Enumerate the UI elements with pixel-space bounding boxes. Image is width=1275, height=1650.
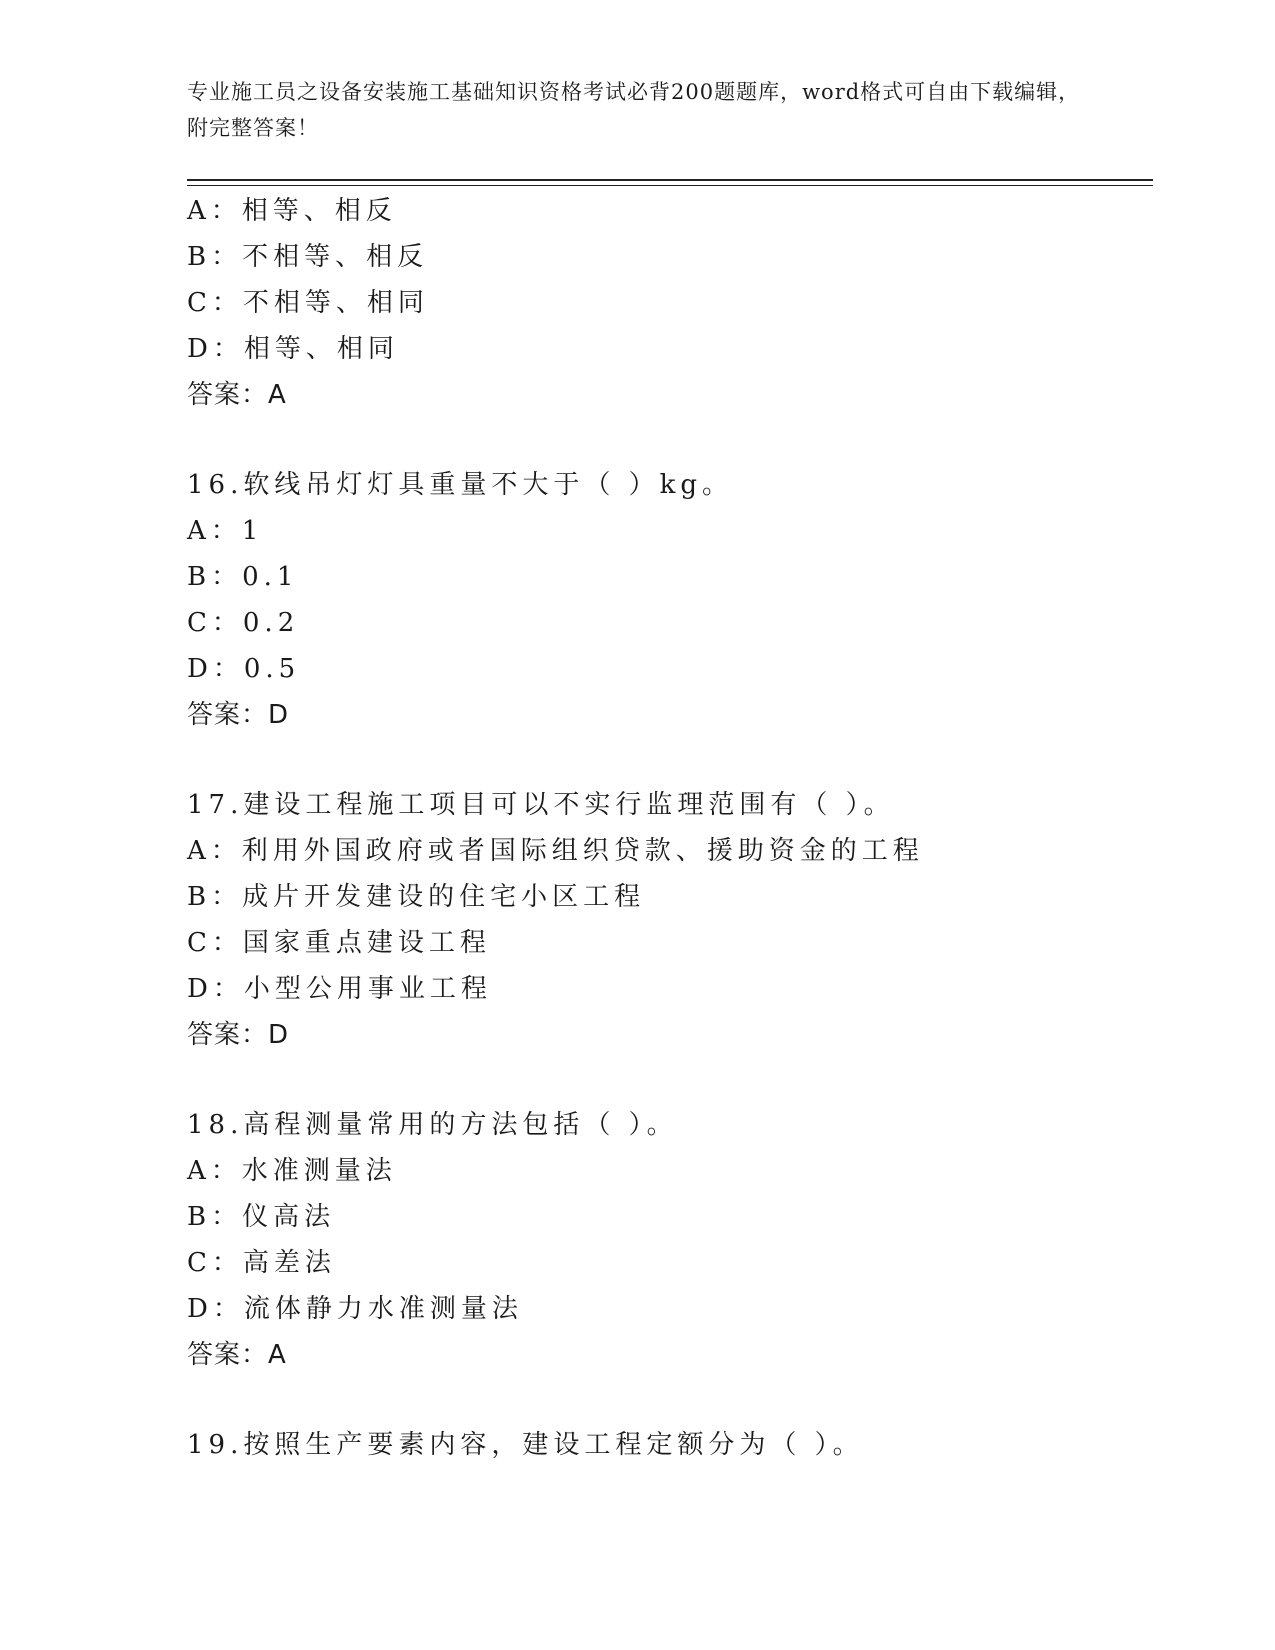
- question-16: [187, 462, 1147, 738]
- question-stem: 17.建设工程施工项目可以不实行监理范围有（ ）。: [187, 790, 895, 820]
- option-c: C：0.2: [187, 608, 300, 638]
- question-stem: 18.高程测量常用的方法包括（ ）。: [187, 1110, 678, 1140]
- option-d: D：小型公用事业工程: [187, 974, 492, 1004]
- option-b: B：成片开发建设的住宅小区工程: [187, 882, 646, 912]
- answer: 答案：A: [187, 1340, 287, 1370]
- option-a: A：相等、相反: [187, 196, 397, 226]
- option-c: C：国家重点建设工程: [187, 928, 491, 958]
- document-body: [187, 188, 1147, 1512]
- option-d: D：相等、相同: [187, 334, 399, 364]
- option-d: D：流体静力水准测量法: [187, 1294, 523, 1324]
- document-header: 专业施工员之设备安装施工基础知识资格考试必背200题题库，word格式可自由下载编辑，附完整答案！: [187, 80, 1081, 140]
- header-rule-thin: [187, 185, 1153, 186]
- option-a: A：水准测量法: [187, 1156, 397, 1186]
- answer: 答案：D: [187, 1020, 290, 1050]
- option-c: C：高差法: [187, 1248, 336, 1278]
- question-17: [187, 782, 1147, 1058]
- question-stem: 19.按照生产要素内容，建设工程定额分为（ ）。: [187, 1430, 864, 1460]
- answer: 答案：D: [187, 700, 290, 730]
- header-rule-thick: [187, 179, 1153, 181]
- option-b: B：0.1: [187, 562, 299, 592]
- option-d: D：0.5: [187, 654, 301, 684]
- question-partial: [187, 188, 1147, 418]
- question-stem: 16.软线吊灯灯具重量不大于（ ）kg。: [187, 470, 734, 500]
- question-19: [187, 1422, 1147, 1468]
- option-b: B：仪高法: [187, 1202, 336, 1232]
- option-a: A：1: [187, 516, 264, 546]
- option-c: C：不相等、相同: [187, 288, 429, 318]
- question-18: [187, 1102, 1147, 1378]
- option-b: B：不相等、相反: [187, 242, 429, 272]
- answer: 答案：A: [187, 380, 287, 410]
- option-a: A：利用外国政府或者国际组织贷款、援助资金的工程: [187, 836, 924, 866]
